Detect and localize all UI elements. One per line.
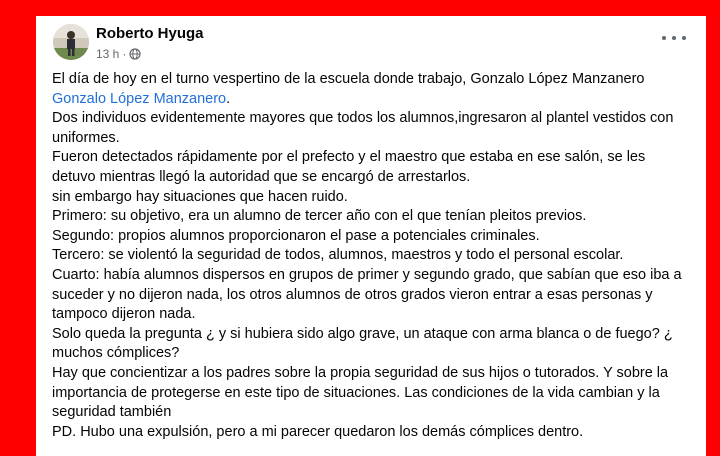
post-paragraph: Cuarto: había alumnos dispersos en grupos de primer y segundo grado, que sabían que eso iba a suceder y no dijeron nada, los otros alumnos de otros grados vieron entrar a esas personas y tampoco dijeron nada. bbox=[52, 266, 682, 323]
post-intro bbox=[52, 70, 690, 109]
post-header bbox=[36, 16, 706, 70]
post-meta bbox=[96, 47, 141, 61]
more-dot bbox=[662, 36, 666, 40]
post-paragraph: Hay que concientizar a los padres sobre la propia seguridad de sus hijos o tutorados. Y sobre la importancia de protegerse en este tipo de situaciones. Las condiciones de la vida cambian y la seguridad también bbox=[52, 364, 669, 421]
intro-text: El día de hoy en el turno vespertino de la escuela donde trabajo, Gonzalo López Manzanero bbox=[52, 71, 645, 87]
avatar[interactable] bbox=[53, 24, 89, 60]
post-paragraph: Tercero: se violentó la seguridad de todos, alumnos, maestros y todo el personal escolar. bbox=[52, 247, 624, 264]
post-paragraph: Primero: su objetivo, era un alumno de tercer año con el que tenían pleitos previos. bbox=[52, 208, 587, 225]
post-paragraph: Dos individuos evidentemente mayores que todos los alumnos,ingresaron al plantel vestidos con uniformes. bbox=[52, 110, 674, 146]
more-dot bbox=[682, 36, 686, 40]
more-dot bbox=[672, 36, 676, 40]
post-paragraph: Fueron detectados rápidamente por el prefecto y el maestro que estaba en ese salón, se les detuvo mientras llegó la autoridad que se encargó de arrestarlos. bbox=[52, 149, 646, 185]
post-paragraph: Solo queda la pregunta ¿ y si hubiera sido algo grave, un ataque con arma blanca o de fuego? ¿ muchos cómplices? bbox=[52, 325, 673, 362]
meta-separator: · bbox=[122, 47, 127, 61]
post-timestamp[interactable]: 13 h bbox=[96, 47, 120, 61]
post-paragraph: PD. Hubo una expulsión, pero a mi parecer quedaron los demás cómplices dentro. bbox=[52, 423, 584, 440]
more-options-icon[interactable] bbox=[662, 32, 686, 44]
mention-suffix: . bbox=[226, 90, 231, 107]
mention-link[interactable]: Gonzalo López Manzanero bbox=[52, 90, 227, 107]
post-paragraph: sin embargo hay situaciones que hacen ruido. bbox=[52, 188, 348, 205]
globe-icon[interactable] bbox=[129, 48, 141, 60]
avatar-photo bbox=[53, 24, 89, 60]
author-name[interactable]: Roberto Hyuga bbox=[96, 25, 204, 42]
post-body bbox=[36, 70, 706, 442]
post-paragraph: Segundo: propios alumnos proporcionaron el pase a potenciales criminales. bbox=[52, 227, 540, 244]
post-card bbox=[36, 16, 706, 456]
